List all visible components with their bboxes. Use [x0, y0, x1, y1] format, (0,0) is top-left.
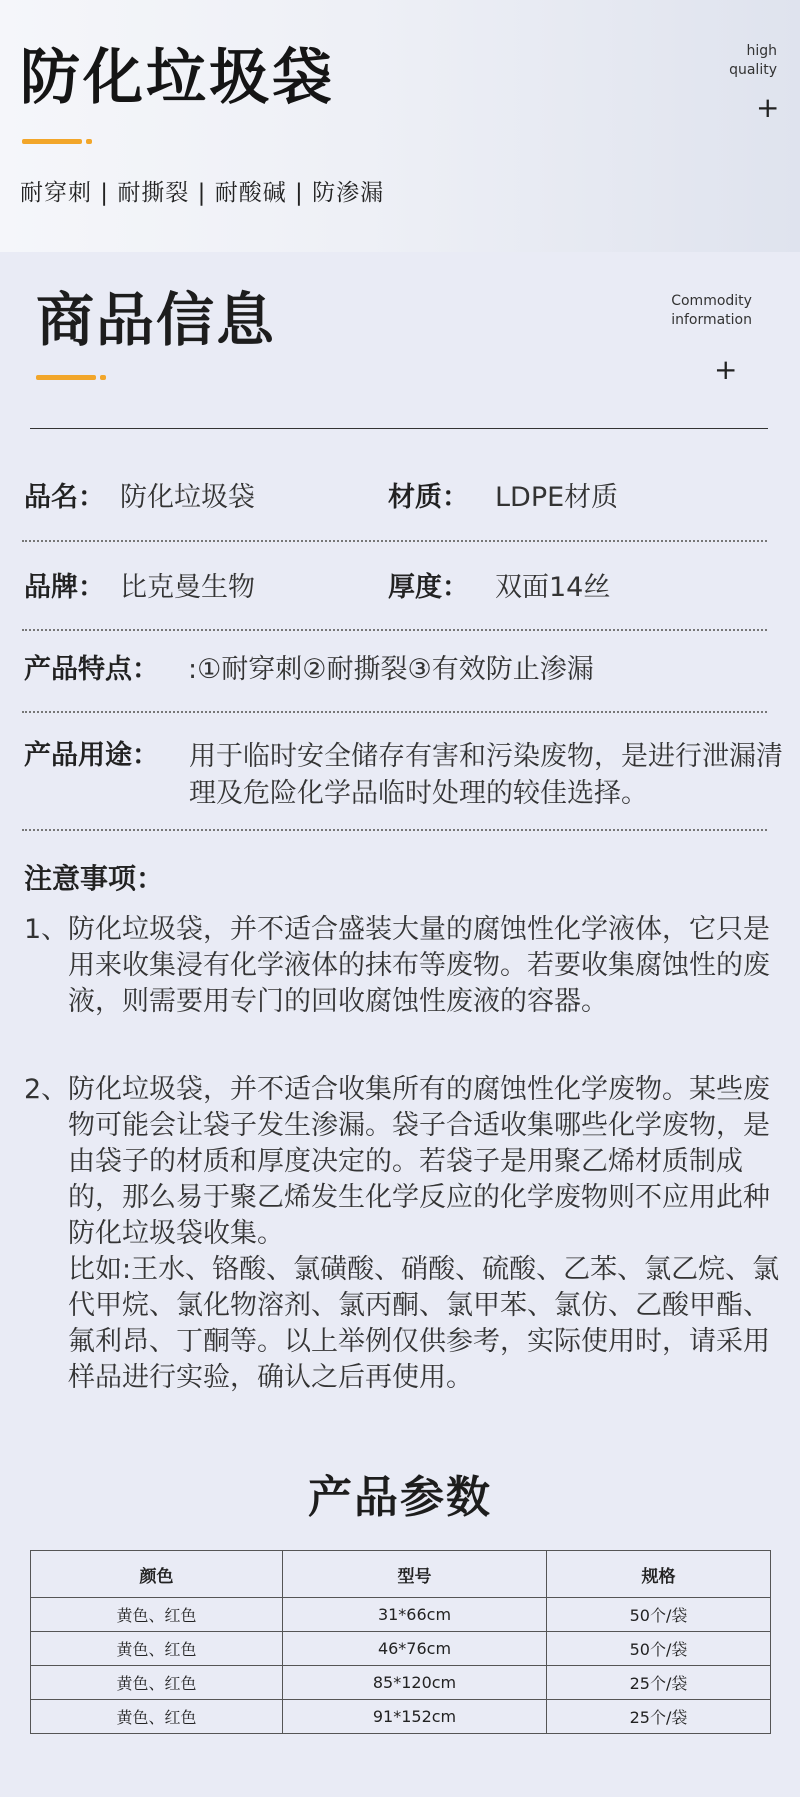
thickness-value: 双面14丝: [495, 572, 611, 603]
banner-features: 耐穿刺 | 耐撕裂 | 耐酸碱 | 防渗漏: [20, 180, 385, 206]
row-divider: [22, 540, 767, 542]
table-row: [31, 1632, 771, 1666]
table-header-row: [31, 1551, 771, 1598]
section-accent-line: [36, 375, 96, 380]
section-english-line2: information: [671, 312, 752, 328]
features-value: :①耐穿刺②耐撕裂③有效防止渗漏: [188, 654, 594, 685]
cell-color: 黄色、红色: [31, 1666, 283, 1700]
banner-plus-icon: +: [756, 91, 780, 124]
header-color: 颜色: [31, 1551, 283, 1598]
material-label: 材质：: [388, 482, 469, 513]
section-accent-dot: [100, 375, 106, 380]
note-text: 防化垃圾袋，并不适合收集所有的腐蚀性化学废物。某些废物可能会让袋子发生渗漏。袋子合适收集哪些化学废物，是由袋子的材质和厚度决定的。若袋子是用聚乙烯材质制成的，那么易于聚乙烯发生化学反应的化学废物则不应用此种防化垃圾袋收集。: [68, 1074, 770, 1249]
cell-spec: 25个/袋: [547, 1666, 771, 1700]
section-english-line1: Commodity: [671, 293, 752, 309]
section-plus-icon: +: [714, 353, 738, 386]
banner-accent-line: [22, 139, 82, 144]
note-item: [24, 1072, 780, 1396]
cell-spec: 50个/袋: [547, 1632, 771, 1666]
section-title: 商品信息: [36, 286, 277, 354]
cell-model: 31*66cm: [283, 1598, 547, 1632]
features-label: 产品特点：: [24, 654, 159, 685]
table-row: [31, 1700, 771, 1734]
cell-model: 91*152cm: [283, 1700, 547, 1734]
banner-english-line1: high: [746, 43, 777, 59]
params-title: 产品参数: [308, 1472, 492, 1523]
row-divider: [22, 629, 767, 631]
cell-model: 46*76cm: [283, 1632, 547, 1666]
notes-title: 注意事项：: [24, 862, 165, 895]
cell-color: 黄色、红色: [31, 1700, 283, 1734]
cell-color: 黄色、红色: [31, 1632, 283, 1666]
table-row: [31, 1598, 771, 1632]
row-divider: [22, 829, 767, 831]
banner-title: 防化垃圾袋: [20, 43, 335, 113]
note-number: 1、: [24, 914, 69, 945]
name-label: 品名：: [24, 482, 105, 513]
cell-model: 85*120cm: [283, 1666, 547, 1700]
note-text: 防化垃圾袋，并不适合盛装大量的腐蚀性化学液体，它只是用来收集浸有化学液体的抹布等废物。若要收集腐蚀性的废液，则需要用专门的回收腐蚀性废液的容器。: [68, 914, 770, 1017]
note-number: 2、: [24, 1074, 69, 1105]
section-divider: [30, 428, 768, 429]
section-english-tagline: [671, 292, 752, 330]
row-divider: [22, 711, 767, 713]
top-banner: [0, 0, 800, 252]
banner-accent-dot: [86, 139, 92, 144]
table-row: [31, 1666, 771, 1700]
header-model: 型号: [283, 1551, 547, 1598]
material-value: LDPE材质: [495, 482, 619, 513]
note-examples: 比如:王水、铬酸、氯磺酸、硝酸、硫酸、乙苯、氯乙烷、氯代甲烷、氯化物溶剂、氯丙酮、氯甲苯、氯仿、乙酸甲酯、氟利昂、丁酮等。以上举例仅供参考，实际使用时，请采用样品进行实验，确认之后再使用。: [68, 1254, 780, 1393]
cell-color: 黄色、红色: [31, 1598, 283, 1632]
cell-spec: 50个/袋: [547, 1598, 771, 1632]
params-table: [30, 1550, 771, 1734]
name-value: 防化垃圾袋: [120, 482, 255, 513]
banner-english-tagline: [729, 42, 777, 80]
thickness-label: 厚度：: [388, 572, 469, 603]
usage-label: 产品用途：: [24, 740, 159, 771]
cell-spec: 25个/袋: [547, 1700, 771, 1734]
header-spec: 规格: [547, 1551, 771, 1598]
brand-value: 比克曼生物: [120, 572, 255, 603]
usage-value: 用于临时安全储存有害和污染废物，是进行泄漏清理及危险化学品临时处理的较佳选择。: [189, 741, 783, 809]
banner-english-line2: quality: [729, 62, 777, 78]
brand-label: 品牌：: [24, 572, 105, 603]
note-item: [24, 912, 780, 1020]
